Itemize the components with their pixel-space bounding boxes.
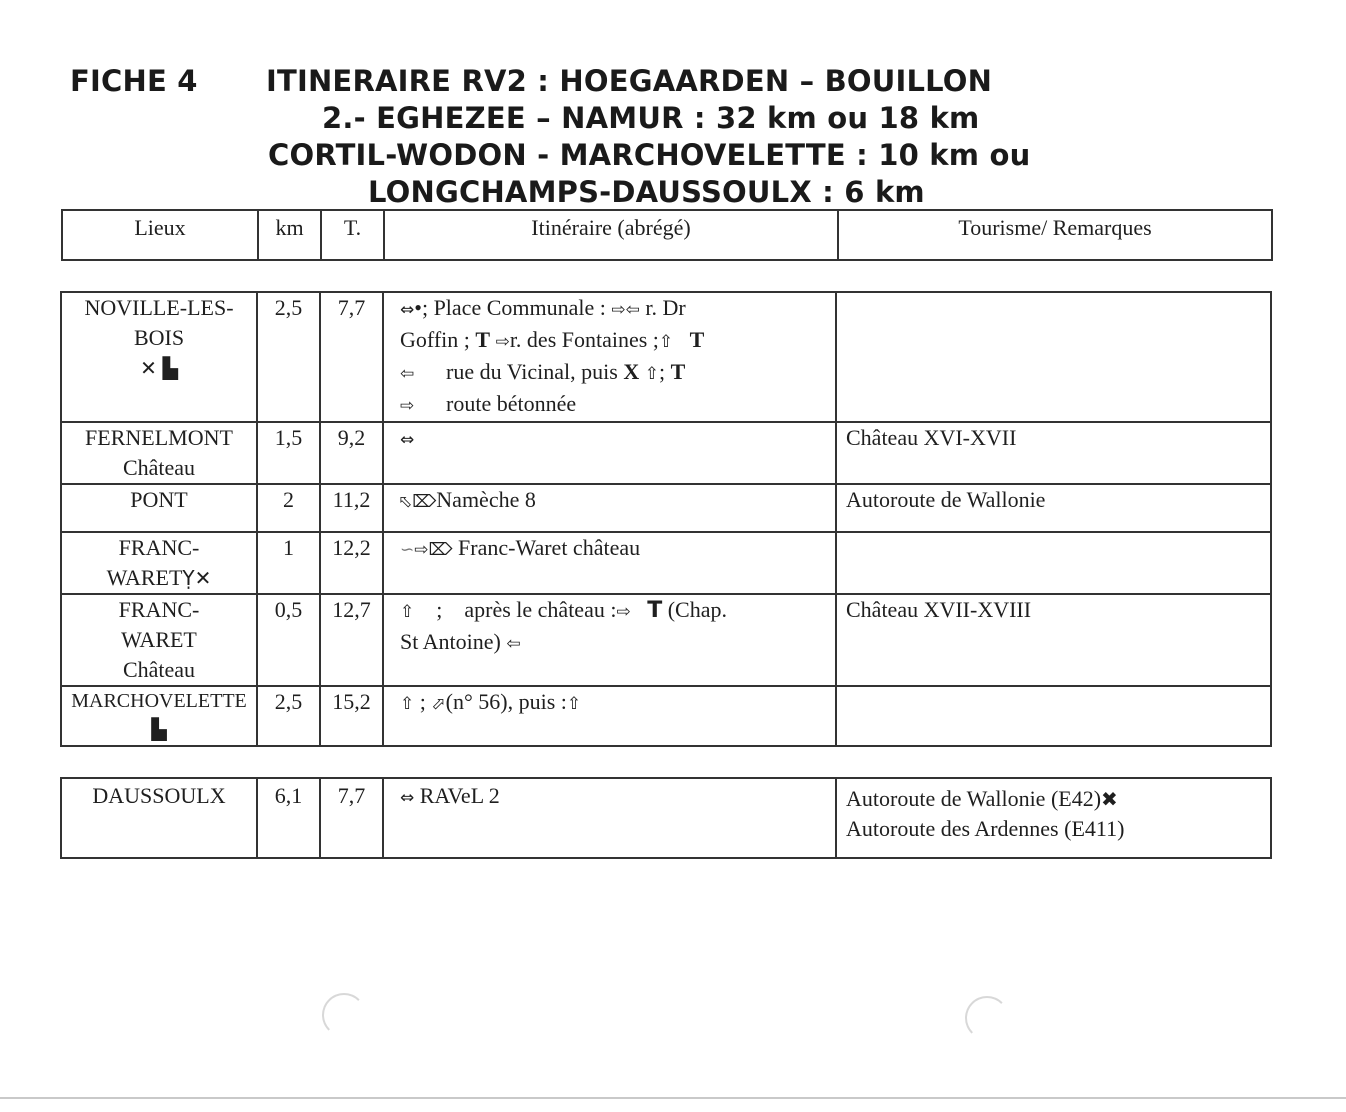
- punch-hole-right: [965, 996, 1009, 1040]
- left-arrow-icon: ⇦: [625, 300, 640, 320]
- t-cell: 12,7: [320, 594, 383, 686]
- column-header-table: [61, 209, 1273, 261]
- t-cell: 11,2: [320, 484, 383, 532]
- table-row: [61, 686, 1271, 746]
- diagonal-arrow-icon: ⬀: [431, 694, 446, 714]
- up-arrow-icon: ⇧: [658, 332, 674, 352]
- remark-line: Autoroute des Ardennes (E411): [846, 816, 1125, 841]
- right-arrow-icon: ⇨: [611, 300, 626, 320]
- km-cell: 1: [257, 532, 320, 594]
- restaurant-icon: ✕: [194, 566, 212, 590]
- table-row: [61, 594, 1271, 686]
- curve-arrow-icon: ∽: [400, 540, 415, 560]
- remark-line: Autoroute de Wallonie (E42): [846, 786, 1102, 811]
- junction-mark: T: [689, 327, 705, 352]
- title-line-4: LONGCHAMPS-DAUSSOULX : 6 km: [368, 175, 925, 209]
- lieu-line: FERNELMONT: [85, 425, 233, 450]
- km-cell: 2,5: [257, 292, 320, 422]
- itineraire-cell: [383, 532, 836, 594]
- itinerary-text: Goffin ;: [400, 327, 470, 352]
- lieu-line: MARCHOVELETTE: [71, 690, 247, 712]
- sign-icon: ⌦: [412, 492, 437, 512]
- remarques-cell: [836, 778, 1271, 858]
- table-row: [61, 532, 1271, 594]
- lieu-line: NOVILLE-LES-: [84, 295, 234, 320]
- left-right-arrow-icon: ⇔: [400, 300, 415, 320]
- table-row: [61, 422, 1271, 484]
- t-cell: 12,2: [320, 532, 383, 594]
- itinerary-text: ;: [436, 597, 443, 622]
- left-arrow-icon: ⇦: [506, 634, 521, 654]
- punch-hole-left: [322, 993, 366, 1037]
- title-line-2: 2.- EGHEZEE – NAMUR : 32 km ou 18 km: [322, 101, 980, 135]
- lieu-line: FRANC-: [118, 597, 200, 622]
- right-arrow-icon: ⇨: [414, 540, 429, 560]
- up-arrow-icon: ⇧: [400, 602, 415, 622]
- col-itineraire: Itinéraire (abrégé): [384, 210, 838, 260]
- title-line-3: CORTIL-WODON - MARCHOVELETTE : 10 km ou: [268, 138, 1031, 172]
- t-cell: 7,7: [320, 292, 383, 422]
- lieu-cell: [61, 686, 257, 746]
- itinerary-text: ;: [419, 689, 426, 714]
- lieu-line: BOIS: [133, 325, 185, 350]
- col-tourisme: Tourisme/ Remarques: [838, 210, 1272, 260]
- itineraire-cell: [383, 594, 836, 686]
- t-cell: 15,2: [320, 686, 383, 746]
- crossing-mark: X: [623, 359, 640, 384]
- sign-icon: ⌦: [428, 540, 453, 560]
- itinerary-text: rue du Vicinal, puis: [446, 359, 618, 384]
- col-lieux: Lieux: [62, 210, 258, 260]
- km-cell: 1,5: [257, 422, 320, 484]
- km-cell: 6,1: [257, 778, 320, 858]
- lieu-line: Château: [122, 455, 196, 480]
- lieu-cell: [61, 422, 257, 484]
- itineraire-cell: [383, 484, 836, 532]
- train-icon: ▙: [151, 717, 167, 741]
- km-cell: 2,5: [257, 686, 320, 746]
- itinerary-text: r. des Fontaines ;: [509, 327, 659, 352]
- lieu-line: Château: [122, 657, 196, 682]
- junction-mark: T: [670, 359, 686, 384]
- right-arrow-icon: ⇨: [400, 396, 415, 416]
- t-cell: 9,2: [320, 422, 383, 484]
- right-arrow-icon: ⇨: [495, 332, 510, 352]
- junction-mark: T: [647, 598, 663, 623]
- t-cell: 7,7: [320, 778, 383, 858]
- diagonal-arrow-icon: ⬁: [398, 492, 413, 512]
- itinerary-text: St Antoine): [400, 629, 501, 654]
- itinerary-text: après le château :: [464, 597, 617, 622]
- table-row: [61, 778, 1271, 858]
- title-line-1: ITINERAIRE RV2 : HOEGAARDEN – BOUILLON: [266, 64, 993, 98]
- table-row: [61, 484, 1271, 532]
- junction-mark: T: [475, 327, 491, 352]
- lieu-line: FRANC-: [118, 535, 200, 560]
- col-t: T.: [321, 210, 384, 260]
- fiche-number: FICHE 4: [70, 64, 198, 98]
- remarques-cell: [836, 532, 1271, 594]
- lieu-cell: [61, 594, 257, 686]
- restaurant-icon: ✕: [140, 356, 157, 380]
- lieu-line: WARET: [106, 565, 183, 590]
- itineraire-cell: [383, 778, 836, 858]
- itineraire-cell: [383, 686, 836, 746]
- itinerary-text: RAVeL 2: [419, 783, 500, 808]
- left-right-arrow-icon: ⇔: [400, 788, 415, 808]
- km-cell: 2: [257, 484, 320, 532]
- col-km: km: [258, 210, 321, 260]
- table-row: [61, 292, 1271, 422]
- itinerary-text: (n° 56), puis :: [445, 689, 567, 714]
- itinerary-text: r. Dr: [645, 295, 686, 320]
- remarques-cell: Autoroute de Wallonie: [836, 484, 1271, 532]
- itinerary-text: (Chap.: [667, 597, 727, 622]
- km-cell: 0,5: [257, 594, 320, 686]
- train-icon: ▙: [162, 356, 178, 380]
- lieu-line: PONT: [130, 487, 188, 512]
- up-arrow-icon: ⇧: [644, 364, 659, 384]
- itinerary-text: route bétonnée: [446, 391, 577, 416]
- remarques-cell: [836, 292, 1271, 422]
- lieu-cell: [61, 292, 257, 422]
- page-edge: [0, 1097, 1346, 1099]
- lieu-line: WARET: [121, 627, 197, 652]
- itinerary-table: [60, 291, 1272, 747]
- bar-icon: Ỵ: [182, 566, 195, 590]
- remarques-cell: Château XVI-XVII: [836, 422, 1271, 484]
- alternative-route-table: [60, 777, 1272, 859]
- itinerary-text: Namèche 8: [436, 487, 536, 512]
- lieu-cell: [61, 532, 257, 594]
- up-arrow-icon: ⇧: [566, 694, 582, 714]
- left-arrow-icon: ⇦: [400, 364, 415, 384]
- right-arrow-icon: ⇨: [616, 602, 631, 622]
- cross-icon: ✖: [1101, 787, 1118, 811]
- itinerary-text: ; Place Communale :: [421, 295, 606, 320]
- lieu-cell: [61, 484, 257, 532]
- remarques-cell: [836, 686, 1271, 746]
- itineraire-cell: ⇔•; Place Communale : ⇨⇦ r. Dr Goffin ; T ⇨r. des Fontaines ;⇧ T ⇦ rue du Vicinal, puis X ⇧; T ⇨ route bétonnée: [383, 292, 836, 422]
- itineraire-cell: [383, 422, 836, 484]
- left-right-arrow-icon: ⇔: [400, 430, 415, 450]
- itinerary-text: Franc-Waret château: [458, 535, 641, 560]
- up-arrow-icon: ⇧: [400, 694, 415, 714]
- remarques-cell: Château XVII-XVIII: [836, 594, 1271, 686]
- lieu-cell: DAUSSOULX: [61, 778, 257, 858]
